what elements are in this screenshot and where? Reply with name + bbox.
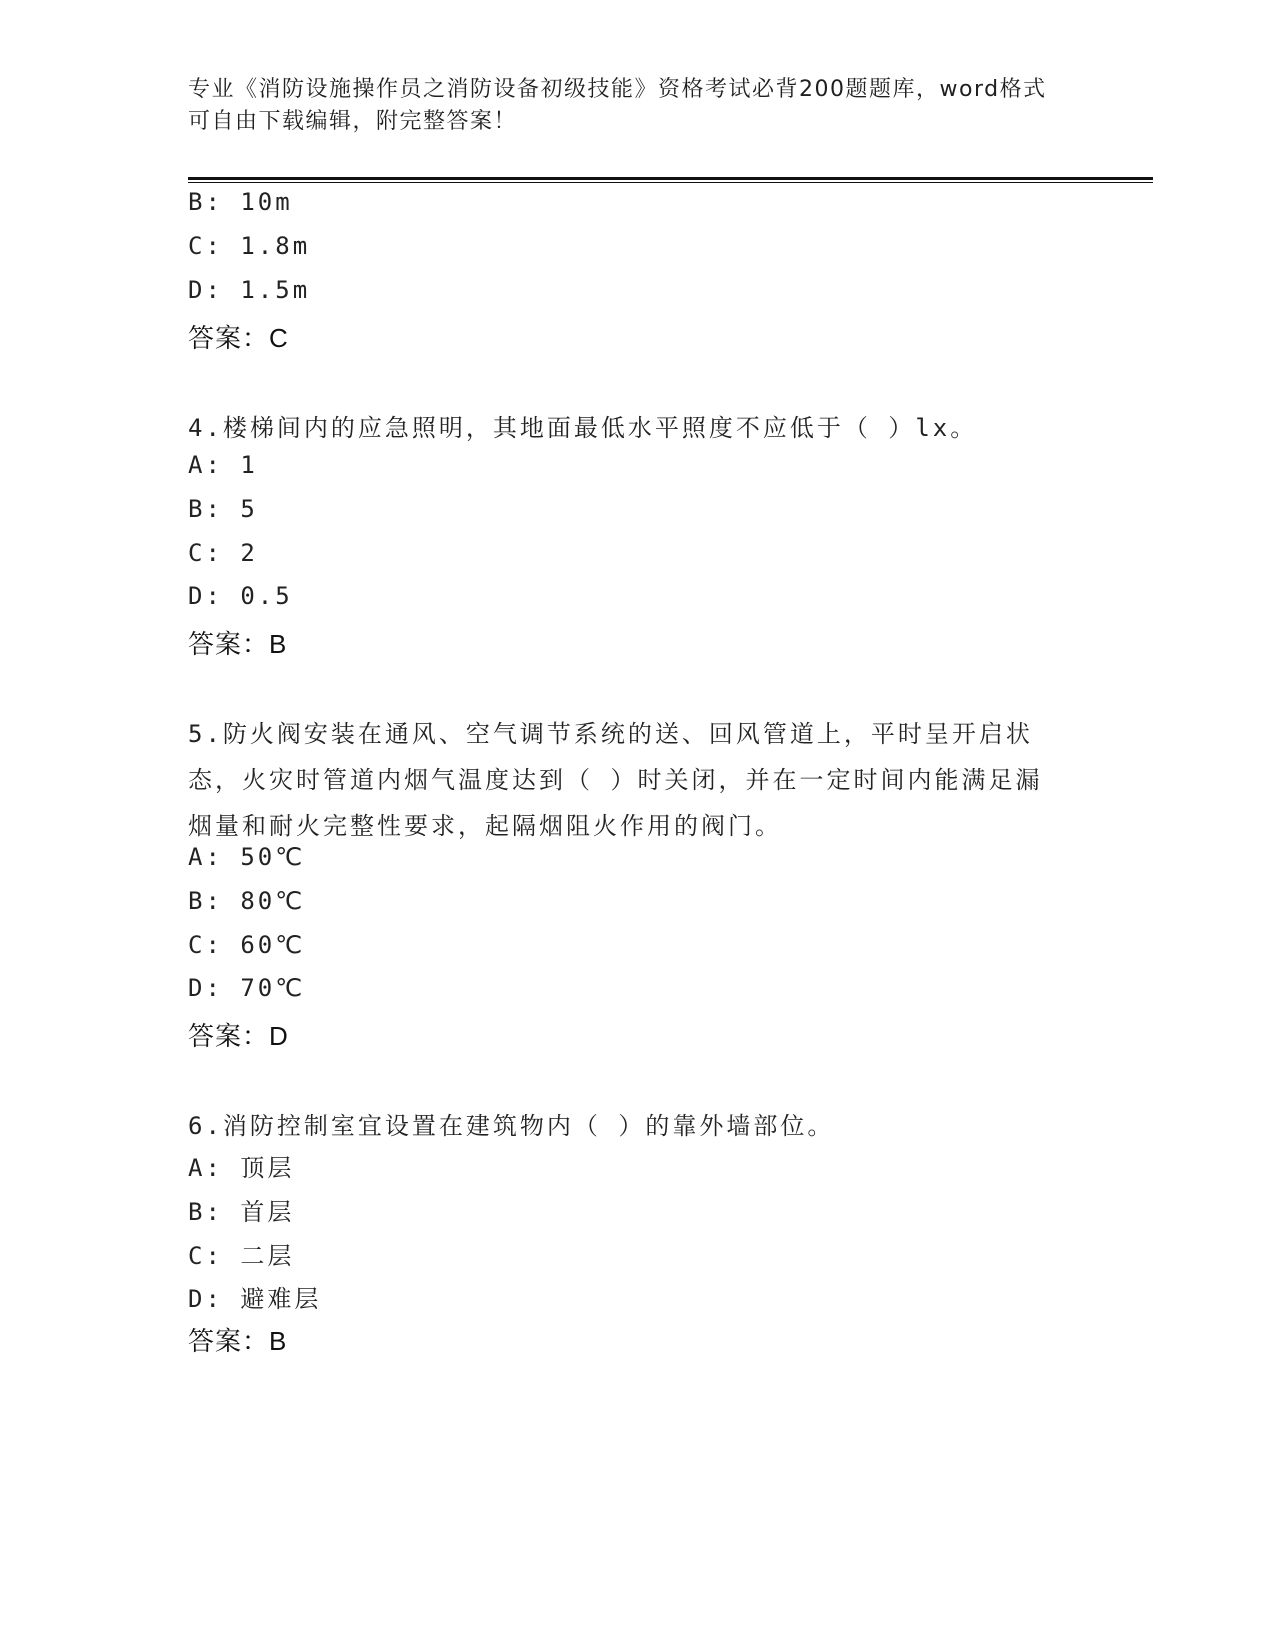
q3-answer: 答案：C [188, 323, 289, 353]
q4-option-b: B: 5 [188, 495, 258, 523]
q4-option-d: D: 0.5 [188, 582, 293, 610]
document-header: 专业《消防设施操作员之消防设备初级技能》资格考试必背200题题库，word格式可自由下载编辑，附完整答案！ [188, 77, 1047, 134]
q4-answer: 答案：B [188, 629, 288, 659]
q3-option-c: C: 1.8m [188, 232, 311, 260]
q6-option-c: C: 二层 [188, 1242, 295, 1270]
q5-option-b: B: 80℃ [188, 887, 306, 915]
q5-answer: 答案：D [188, 1021, 289, 1051]
q5-option-d: D: 70℃ [188, 974, 306, 1002]
q5-question: 5.防火阀安装在通风、空气调节系统的送、回风管道上，平时呈开启状态，火灾时管道内烟气温度达到（ ）时关闭，并在一定时间内能满足漏烟量和耐火完整性要求，起隔烟阻火作用的阀门。 [188, 720, 1043, 840]
q4-option-c: C: 2 [188, 539, 258, 567]
q6-question: 6.消防控制室宜设置在建筑物内（ ）的靠外墙部位。 [188, 1112, 835, 1140]
q6-answer: 答案：B [188, 1326, 288, 1356]
header-rule-thick [188, 177, 1153, 180]
q5-option-c: C: 60℃ [188, 931, 306, 959]
q4-question: 4.楼梯间内的应急照明，其地面最低水平照度不应低于（ ）lx。 [188, 414, 978, 442]
q5-option-a: A: 50℃ [188, 843, 306, 871]
q6-option-b: B: 首层 [188, 1198, 295, 1226]
q4-option-a: A: 1 [188, 451, 258, 479]
q3-option-b: B: 10m [188, 188, 293, 216]
header-rule-thin [188, 182, 1153, 183]
q6-option-d: D: 避难层 [188, 1285, 322, 1313]
q6-option-a: A: 顶层 [188, 1154, 295, 1182]
q3-option-d: D: 1.5m [188, 276, 311, 304]
